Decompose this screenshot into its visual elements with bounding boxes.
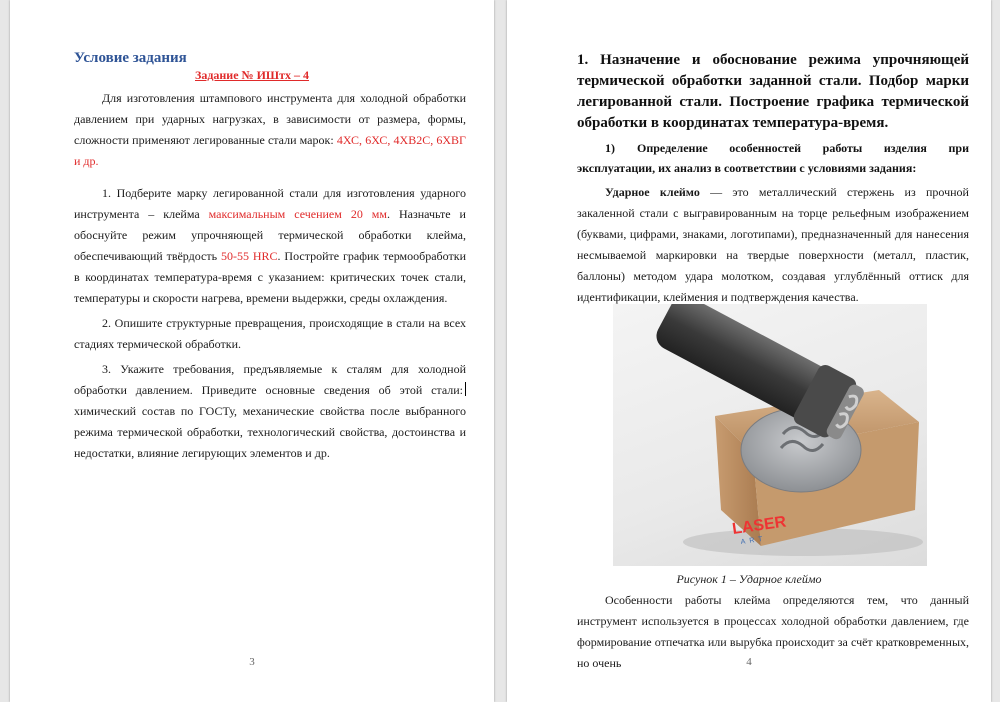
definition-block (577, 182, 969, 308)
definition-text: — это металлический стержень из прочной закаленной стали с выгравированным на торце рельефным изображением (буквами, цифрами, знаками, логотипами), предназначенный для нанесения несмываемой маркировки на твердые поверхности (металл, пластик, баллоны) методом удара молотком, создавая углублённый оттиск для идентификации, клеймения и подтверждения качества. (577, 185, 969, 304)
features-paragraph: Особенности работы клейма определяются тем, что данный инструмент используется в процессах холодной обработки давлением, где формирование отпечатка или вырубка происходит за счёт кратковременных, но очень (577, 593, 969, 670)
task-item-1 (74, 183, 466, 309)
stamp-illustration (613, 304, 927, 566)
task-number: Задание № ИШтх – 4 (194, 68, 310, 82)
item3-part2: химический состав по ГОСТу, механические свойства после выбранного режима термической обработки, технологический свойства, достоинства и недостатки, влияние легирующих элементов и др. (74, 404, 466, 460)
subsection-number: 1) (605, 141, 615, 155)
intro-paragraph (74, 88, 466, 172)
intro-text: Для изготовления штампового инструмента для холодной обработки давлением при ударных нагрузках, в зависимости от размера, формы, сложности применяют легированные стали марок: (74, 91, 466, 147)
subsection-heading (577, 138, 969, 178)
text-cursor (465, 382, 466, 396)
page-number: 4 (746, 656, 752, 668)
steel-grades: 4ХС, 6ХС, 4ХВ2С, 6ХВГ и др. (74, 133, 466, 168)
task-item-2: 2. Опишите структурные превращения, происходящие в стали на всех стадиях термической обработки. (74, 316, 466, 351)
section-title: Условие задания (74, 50, 187, 66)
task-item-3 (74, 359, 466, 464)
figure-caption: Рисунок 1 – Ударное клеймо (676, 572, 822, 586)
subsection-text: Определение особенностей работы изделия при эксплуатации, их анализ в соответствии с условиями задания: (577, 141, 969, 175)
definition-paragraph (577, 182, 969, 308)
stamp-photo (613, 304, 927, 566)
logo-subtext: ART (740, 535, 767, 546)
section-heading: 1. Назначение и обоснование режима упрочняющей термической обработки заданной стали. Подбор марки легированной стали. Построение графика термической обработки в координатах температура-время. (577, 52, 969, 131)
item1-part3: . Постройте график термообработки в координатах температура-время с указанием: критических точек стали, температуры и скорости нагрева, времени выдержки, среды охлаждения. (74, 249, 467, 305)
task-body (74, 88, 466, 464)
item1-hardness: 50-55 HRC (220, 249, 278, 263)
document-page-4 (507, 0, 991, 702)
item3-part1: 3. Укажите требования, предъявляемые к сталям для холодной обработки давлением. Приведите основные сведения об этой стали: (74, 362, 466, 397)
logo-text: LASER (731, 513, 788, 538)
item1-section-size: максимальным сечением 20 мм (208, 207, 387, 221)
item1-part1: 1. Подберите марку легированной стали для изготовления ударного инструмента – клейма (74, 186, 466, 221)
term-bold: Ударное клеймо (605, 185, 700, 199)
document-page-3 (10, 0, 494, 702)
page-number: 3 (249, 656, 255, 668)
item1-part2: . Назначьте и обоснуйте режим упрочняющей термической обработки клейма, обеспечивающий твёрдость (74, 207, 466, 263)
